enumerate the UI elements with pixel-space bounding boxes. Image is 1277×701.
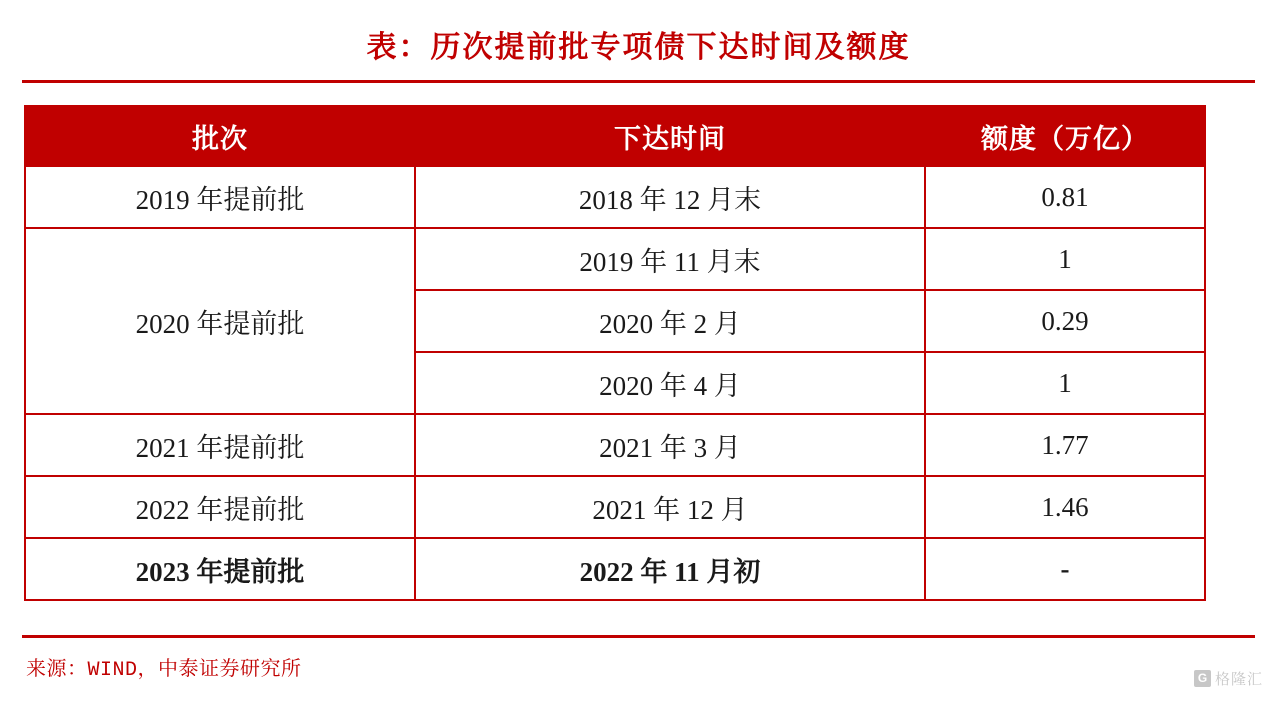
cell-time: 2020 年 2 月: [415, 290, 925, 352]
table-row: [25, 476, 1205, 538]
column-header-amount: 额度（万亿）: [925, 106, 1205, 166]
column-header-time: 下达时间: [415, 106, 925, 166]
cell-time: 2022 年 11 月初: [415, 538, 925, 600]
cell-amount: -: [925, 538, 1205, 600]
cell-time: 2018 年 12 月末: [415, 166, 925, 228]
cell-amount: 1.46: [925, 476, 1205, 538]
table-row-highlighted: [25, 538, 1205, 600]
cell-batch: 2022 年提前批: [25, 476, 415, 538]
table-row: [25, 228, 1205, 290]
cell-batch: 2020 年提前批: [25, 228, 415, 414]
cell-batch: 2023 年提前批: [25, 538, 415, 600]
table-header-row: [25, 106, 1205, 166]
cell-batch: 2021 年提前批: [25, 414, 415, 476]
table-header: [25, 106, 1205, 166]
cell-amount: 1: [925, 228, 1205, 290]
cell-batch: 2019 年提前批: [25, 166, 415, 228]
cell-amount: 1.77: [925, 414, 1205, 476]
page-title: 表：历次提前批专项债下达时间及额度: [366, 31, 911, 64]
cell-amount: 0.29: [925, 290, 1205, 352]
table-row: [25, 414, 1205, 476]
cell-amount: 0.81: [925, 166, 1205, 228]
table-row: [25, 166, 1205, 228]
data-table: [24, 105, 1206, 601]
column-header-batch: 批次: [25, 106, 415, 166]
table-body: [25, 166, 1205, 600]
cell-amount: 1: [925, 352, 1205, 414]
watermark-logo-icon: G: [1194, 670, 1211, 687]
cell-time: 2019 年 11 月末: [415, 228, 925, 290]
cell-time: 2021 年 12 月: [415, 476, 925, 538]
title-divider: [22, 80, 1255, 83]
watermark: [1194, 668, 1263, 689]
watermark-label: 格隆汇: [1214, 671, 1263, 688]
cell-time: 2020 年 4 月: [415, 352, 925, 414]
source-note: 来源：WIND，中泰证券研究所: [26, 659, 302, 682]
cell-time: 2021 年 3 月: [415, 414, 925, 476]
table-container: [24, 105, 1253, 601]
